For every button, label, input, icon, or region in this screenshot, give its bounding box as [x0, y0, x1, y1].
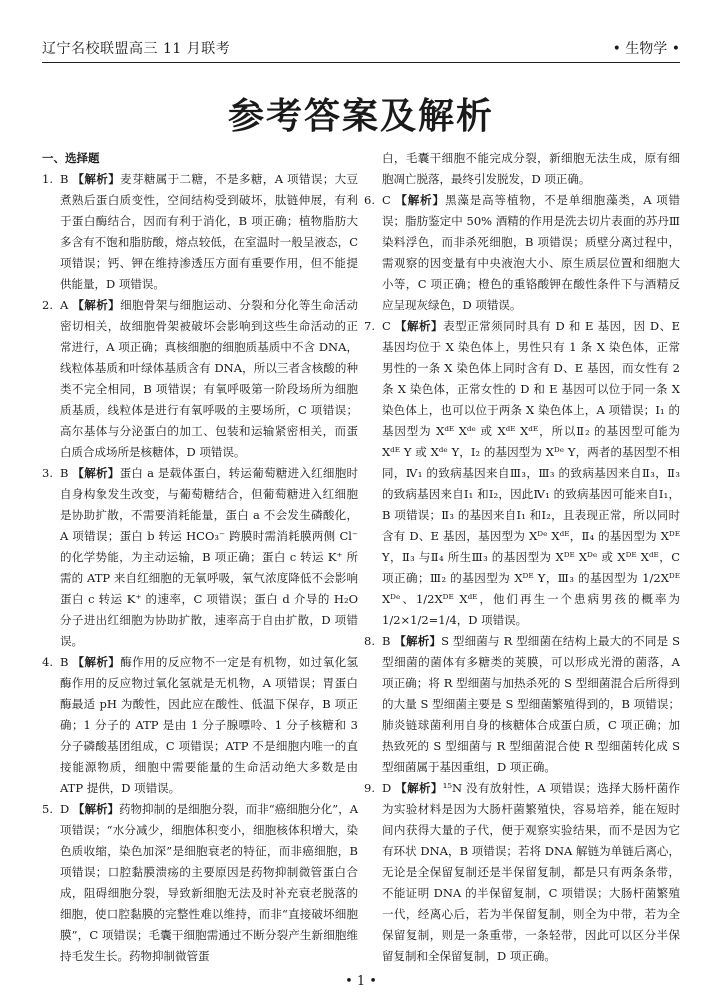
- answer-number: 7.: [364, 319, 375, 333]
- analysis-tag: 【解析】: [72, 298, 121, 312]
- analysis-text: 表型正常须同时具有 D 和 E 基因，因 D、E 基因均位于 X 染色体上，男性只有 1 条 X 染色体，正常男性的一条 X 染色体上同时含有 D、E 基因，而女性有 2 条 X 染色体，正常女性的 D 和 E 基因可以位于同一条 X 染色体上，也可以位于两条 X 染色体上，A 项错误；Ⅰ₁ 的基因型为 Xᵈᴱ Xᵈᵉ 或 Xᵈᴱ Xᵈᴱ，所以Ⅱ₂ 的基因型可能为 Xᵈᴱ Y 或 Xᵈᵉ Y，Ⅰ₂ 的基因型为 Xᴰᵉ Y，两者的基因型不相同，Ⅳ₁ 的致病基因来自Ⅲ₃，Ⅲ₃ 的致病基因来自Ⅱ₃，Ⅱ₃ 的致病基因来自Ⅰ₁ 和Ⅰ₂，因此Ⅳ₁ 的致病基因可能来自Ⅰ₁，B 项错误；Ⅱ₃ 的基因来自Ⅰ₁ 和Ⅰ₂，且表现正常，所以同时含有 D、E 基因，基因型为 Xᴰᵉ Xᵈᴱ，Ⅱ₄ 的基因型为 Xᴰᴱ Y，Ⅱ₃ 与Ⅱ₄ 所生Ⅲ₃ 的基因型为 Xᴰᴱ Xᴰᵉ 或 Xᴰᴱ Xᵈᴱ，C 项正确；Ⅲ₂ 的基因型为 Xᴰᴱ Y，Ⅲ₃ 的基因型为 1/2Xᴰᴱ Xᴰᵉ、1/2Xᴰᴱ Xᵈᴱ，他们再生一个患病男孩的概率为 1/2×1/2=1/4，D 项错误。: [382, 319, 681, 627]
- analysis-tag: 【解析】: [72, 655, 121, 669]
- answer-item: [42, 295, 358, 463]
- analysis-text: ¹⁵N 没有放射性，A 项错误；选择大肠杆菌作为实验材料是因为大肠杆菌繁殖快，容易培养，能在短时间内获得大量的子代，便于观察实验结果，而不是因为它有环状 DNA，B 项错误；若将 DNA 解链为单链后离心，无论是全保留复制还是半保留复制，都是只有两条条带，不能证明 DNA 的半保留复制，C 项错误；大肠杆菌繁殖一代，经离心后，若为半保留复制，则全为中带，若为全保留复制，则是一条重带，一条轻带，因此可以区分半保留复制和全保留复制，D 项正确。: [382, 781, 681, 963]
- answer-item: [42, 799, 358, 967]
- analysis-text: 酶作用的反应物不一定是有机物，如过氧化氢酶作用的反应物过氧化氢就是无机物，A 项错误；胃蛋白酶最适 pH 为酸性，因此应在酸性、低温下保存，B 项正确；1 分子的 ATP 是由 1 分子腺嘌呤、1 分子核糖和 3 分子磷酸基团组成，C 项错误；ATP 不是细胞内唯一的直接能源物质，细胞中需要能量的生命活动绝大多数是由 ATP 提供，D 项错误。: [60, 655, 359, 795]
- analysis-tag: 【解析】: [72, 172, 121, 186]
- page-header: [42, 40, 680, 63]
- right-column: [364, 148, 680, 967]
- answer-item: [42, 463, 358, 652]
- answer-choice: C: [382, 319, 391, 333]
- answer-item: [364, 316, 680, 631]
- answer-choice: B: [60, 655, 69, 669]
- answer-item: [364, 778, 680, 967]
- analysis-text: 药物抑制的是细胞分裂，而非“癌细胞分化”，A 项错误；“水分减少，细胞体积变小，细胞核体积增大，染色质收缩，染色加深”是细胞衰老的特征，而非癌细胞，B 项错误；口腔黏膜溃疡的主要原因是药物抑制微管蛋白合成，阻碍细胞分裂，导致新细胞无法及时补充衰老脱落的细胞，使口腔黏膜的完整性难以维持，而非“直接破坏细胞膜”，C 项错误；毛囊干细胞需通过不断分裂产生新细胞维持毛发生长。药物抑制微管蛋: [60, 802, 359, 963]
- page-title: 参考答案及解析: [227, 96, 494, 137]
- answer-choice: D: [382, 781, 392, 795]
- answer-number: 1.: [42, 172, 53, 186]
- left-column: [42, 148, 358, 967]
- answer-choice: B: [60, 466, 69, 480]
- answer-number: 3.: [42, 466, 53, 480]
- analysis-tag: 【解析】: [72, 466, 120, 480]
- answer-number: 5.: [42, 802, 53, 816]
- answer-number: 6.: [364, 193, 375, 207]
- header-subject: • 生物学 •: [612, 41, 680, 57]
- answer-item: [42, 169, 358, 295]
- answer-item: [364, 190, 680, 316]
- analysis-text: S 型细菌与 R 型细菌在结构上最大的不同是 S 型细菌的菌体有多糖类的荚膜，可以形成光滑的菌落，A 项正确；将 R 型细菌与加热杀死的 S 型细菌混合后所得到的大量 S 型细菌主要是 S 型细菌繁殖得到的，B 项错误；肺炎链球菌利用自身的核糖体合成蛋白质，C 项正确；加热致死的 S 型细菌与 R 型细菌混合使 R 型细菌转化成 S 型细菌属于基因重组，D 项正确。: [382, 634, 681, 774]
- answer-choice: C: [382, 193, 391, 207]
- answer-choice: A: [60, 298, 69, 312]
- analysis-text: 黑藻是高等植物，不是单细胞藻类，A 项错误；脂肪鉴定中 50% 酒精的作用是洗去切片表面的苏丹Ⅲ染料浮色，而非杀死细胞，B 项错误；质壁分离过程中，需观察的因变量有中央液泡大小、原生质层位置和细胞大小等，C 项正确；橙色的重铬酸钾在酸性条件下与酒精反应呈现灰绿色，D 项错误。: [382, 193, 681, 312]
- analysis-tag: 【解析】: [395, 319, 444, 333]
- section-heading: 一、选择题: [42, 151, 100, 165]
- answer-choice: B: [60, 172, 69, 186]
- analysis-tag: 【解析】: [395, 193, 445, 207]
- page-number: • 1 •: [345, 974, 377, 989]
- analysis-text: 细胞骨架与细胞运动、分裂和分化等生命活动密切相关，故细胞骨架被破坏会影响到这些生命活动的正常进行，A 项正确；真核细胞的细胞质基质中不含 DNA，线粒体基质和叶绿体基质含有 DNA，所以三者含核酸的种类不完全相同，B 项错误；有氧呼吸第一阶段场所为细胞质基质，线粒体是进行有氧呼吸的主要场所，C 项错误；高尔基体与分泌蛋白的加工、包装和运输紧密相关，而蛋白质合成场所是核糖体，D 项错误。: [60, 298, 359, 459]
- answer-item: [42, 652, 358, 799]
- analysis-tag: 【解析】: [72, 802, 120, 816]
- answer-item: [364, 631, 680, 778]
- analysis-text: 蛋白 a 是载体蛋白，转运葡萄糖进入红细胞时自身构象发生改变，与葡萄糖结合，但葡萄糖进入红细胞是协助扩散，不需要消耗能量，蛋白 a 不会发生磷酸化，A 项错误；蛋白 b 转运 HCO₃⁻ 跨膜时需消耗膜两侧 Cl⁻ 的化学势能，为主动运输，B 项正确；蛋白 c 转运 K⁺ 所需的 ATP 来自红细胞的无氧呼吸，氧气浓度降低不会影响蛋白 c 转运 K⁺ 的速率，C 项错误；蛋白 d 介导的 H₂O 分子进出红细胞为协助扩散，速率高于自由扩散，D 项错误。: [60, 466, 359, 648]
- answer-number: 4.: [42, 655, 53, 669]
- answer-choice: D: [60, 802, 70, 816]
- answer-number: 2.: [42, 298, 53, 312]
- answer-number: 8.: [364, 634, 375, 648]
- header-exam-name: 辽宁名校联盟高三 11 月联考: [42, 41, 231, 57]
- analysis-tag: 【解析】: [395, 781, 443, 795]
- answer-choice: B: [382, 634, 391, 648]
- analysis-tag: 【解析】: [394, 634, 442, 648]
- analysis-text: 麦芽糖属于二糖，不是多糖，A 项错误；大豆煮熟后蛋白质变性，空间结构受到破坏，肽链伸展，有利于蛋白酶结合，因而有利于消化，B 项正确；植物脂肪大多含有不饱和脂肪酸，熔点较低，在室温时一般呈液态，C 项错误；钙、钾在维持渗透压方面有重要作用，但不能提供能量，D 项错误。: [60, 172, 359, 291]
- answer-number: 9.: [364, 781, 375, 795]
- continued-text: 白，毛囊干细胞不能完成分裂，新细胞无法生成，原有细胞凋亡脱落，最终引发脱发，D 项正确。: [382, 151, 680, 186]
